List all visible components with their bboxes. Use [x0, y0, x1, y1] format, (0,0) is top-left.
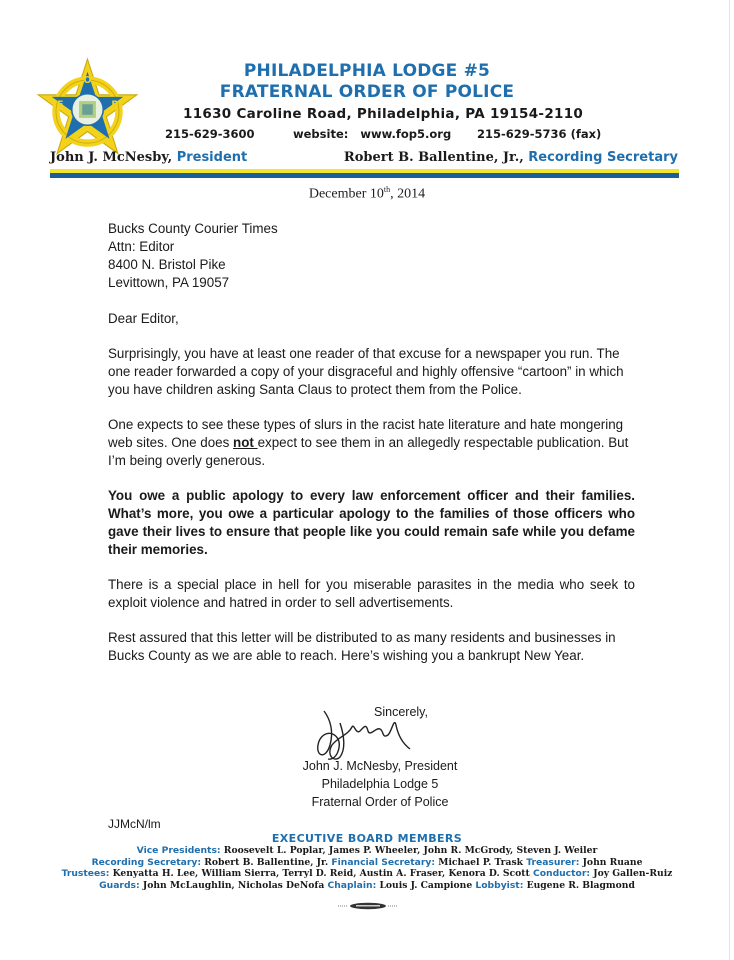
board-names: John McLaughlin, Nicholas DeNofa	[139, 879, 328, 891]
letterhead-rule-blue	[50, 173, 679, 178]
union-label-icon	[338, 902, 398, 910]
org-name-line2: FRATERNAL ORDER OF POLICE	[219, 82, 515, 102]
signer-org-1: Philadelphia Lodge 5	[321, 777, 439, 791]
letter-date	[0, 185, 734, 203]
typist-initials: JJMcN/lm	[108, 817, 161, 831]
president-name: John J. McNesby,	[50, 150, 173, 165]
board-title: EXECUTIVE BOARD MEMBERS	[271, 832, 463, 845]
svg-text:O: O	[83, 75, 92, 87]
board-row-trustees	[0, 868, 734, 880]
secretary-line	[344, 150, 678, 165]
closing-block	[280, 703, 480, 811]
date-year: , 2014	[390, 186, 426, 202]
secretary-role: Recording Secretary	[528, 150, 678, 165]
board-names: John Ruane	[579, 856, 643, 868]
date-month-day: December 10	[308, 186, 384, 202]
board-label: Chaplain:	[327, 879, 377, 891]
secretary-name: Robert B. Ballentine, Jr.,	[343, 150, 524, 165]
board-row-officers	[0, 857, 734, 869]
board-row-vp	[0, 845, 734, 857]
svg-text:F: F	[56, 99, 64, 111]
valediction: Sincerely,	[374, 705, 428, 719]
recipient-address	[108, 220, 635, 292]
board-names: Joy Gallen-Ruiz	[590, 868, 673, 879]
signer-name-title: John J. McNesby, President	[302, 759, 458, 773]
executive-board	[0, 832, 734, 891]
paragraph-4: There is a special place in hell for you miserable parasites in the media who seek to exploit violence and hatred in order to sell advertisements.	[108, 577, 635, 610]
org-phone: 215-629-3600	[165, 127, 255, 141]
org-name-line1: PHILADELPHIA LODGE #5	[243, 61, 491, 81]
paragraph-1: Surprisingly, you have at least one reader of that excuse for a newspaper you run. The one reader forwarded a copy of your disgraceful and highly offensive “cartoon” in which you have children asking Santa Claus to protect them from the Police.	[108, 346, 624, 397]
board-label: Lobbyist:	[475, 879, 524, 891]
org-address: 11630 Caroline Road, Philadelphia, PA 19154-2110	[183, 106, 584, 122]
board-row-guards	[0, 880, 734, 892]
paragraph-2-emphasis: not	[233, 435, 258, 450]
paragraph-2-text: One expects to see these types of slurs in the racist hate literature and hate mongering web sites. One does	[108, 417, 624, 450]
board-names: Kenyatta H. Lee, William Sierra, Terryl D. Reid, Austin A. Fraser, Kenora D. Scott	[109, 868, 533, 879]
letterhead	[0, 0, 734, 180]
board-label: Financial Secretary:	[331, 856, 436, 868]
board-label: Recording Secretary:	[91, 856, 202, 868]
board-label: Conductor:	[532, 868, 591, 879]
board-names: Louis J. Campione	[376, 879, 476, 891]
board-names: Roosevelt L. Poplar, James P. Wheeler, John R. McGrody, Steven J. Weiler	[220, 845, 598, 856]
signature-space	[280, 721, 480, 757]
org-website	[293, 127, 451, 141]
paragraph-3-bold: You owe a public apology to every law enforcement officer and their families. What’s more, you owe a particular apology to the families of those officers who gave their lives to ensure that people like you could remain safe while you defame their memories.	[108, 488, 635, 557]
board-names: Robert B. Ballentine, Jr.	[201, 856, 332, 868]
recipient-line: 8400 N. Bristol Pike	[108, 257, 226, 272]
board-label: Guards:	[99, 879, 140, 891]
board-label: Trustees:	[61, 868, 110, 879]
board-names: Michael P. Trask	[435, 856, 527, 868]
paragraph-2-text-end: expect to see them in an allegedly respectable publication. But I’m being overly generous.	[108, 435, 629, 468]
board-label: Treasurer:	[526, 856, 580, 868]
website-label: website:	[293, 127, 349, 141]
salutation: Dear Editor,	[108, 311, 179, 326]
president-line	[50, 150, 247, 165]
recipient-line: Levittown, PA 19057	[108, 275, 230, 290]
recipient-line: Attn: Editor	[108, 239, 175, 254]
signer-org-2: Fraternal Order of Police	[311, 795, 449, 809]
paragraph-5: Rest assured that this letter will be distributed to as many residents and businesses in Bucks County as we are able to reach. Here’s wishing you a bankrupt New Year.	[108, 630, 616, 663]
board-label: Vice Presidents:	[136, 845, 221, 856]
svg-text:P: P	[111, 99, 119, 111]
website-url: www.fop5.org	[360, 127, 452, 141]
president-role: President	[176, 150, 248, 165]
recipient-line: Bucks County Courier Times	[108, 221, 278, 236]
paragraph-2	[108, 416, 635, 470]
date-suffix: th	[383, 185, 391, 194]
org-fax: 215-629-5736 (fax)	[477, 127, 602, 141]
board-names: Eugene R. Blagmond	[523, 879, 635, 891]
